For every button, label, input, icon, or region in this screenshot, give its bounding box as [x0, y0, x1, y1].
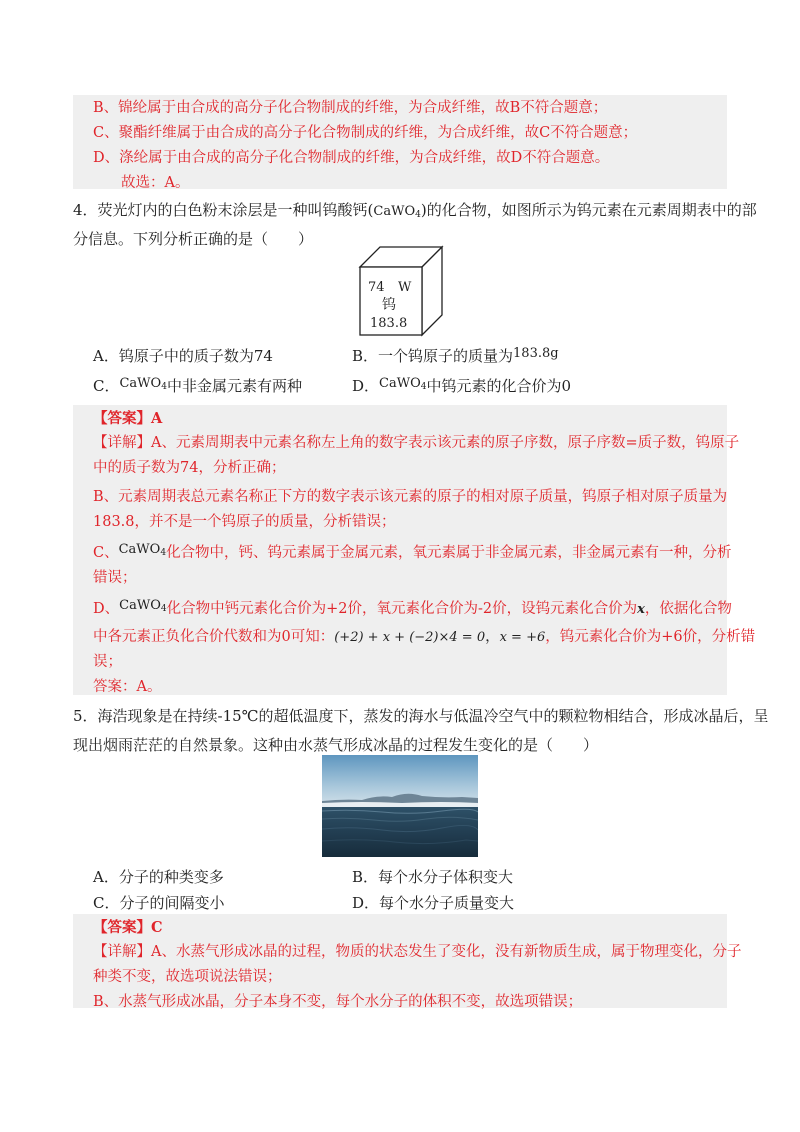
q4-detail-line-7: D、CaWO$_4$化合物中钙元素化合价为+2价，氧元素化合价为-2价，设钨元素化合价为x，依据化合物: [93, 598, 732, 617]
q4-detail-line-4: 183.8，并不是一个钨原子的质量，分析错误；: [93, 514, 396, 530]
tungsten-element-cube-figure: [358, 245, 444, 337]
valence-equation: (+2) + x + (−2)×4 = 0: [334, 630, 486, 645]
q3-answer-box: [73, 95, 727, 189]
q4-detail-line-5: C、CaWO$_4$化合物中，钙、钨元素属于金属元素，氧元素属于非金属元素，非金属元素有一种，分析: [93, 542, 732, 561]
q4-detail-line-9: 误；: [93, 654, 122, 670]
q4-stem-line-1: 4．荧光灯内的白色粉末涂层是一种叫钨酸钙(CaWO$_4$)的化合物，如图所示为钨元素在元素周期表中的部: [73, 201, 757, 220]
q3-answer-line-d: D、涤纶属于由合成的高分子化合物制成的纤维，为合成纤维，故D不符合题意。: [93, 150, 610, 166]
q5-answer-label: 【答案】C: [93, 919, 163, 936]
q4-option-c[interactable]: C．CaWO$_4$中非金属元素有两种: [93, 376, 302, 395]
q3-answer-line-c: C、聚酯纤维属于由合成的高分子化合物制成的纤维，为合成纤维，故C不符合题意；: [93, 125, 638, 141]
q3-answer-line-b: B、锦纶属于由合成的高分子化合物制成的纤维，为合成纤维，故B不符合题意；: [93, 100, 608, 116]
cawo4-formula: CaWO$_4$: [373, 204, 421, 220]
element-name: 钨: [382, 297, 396, 313]
q5-option-d[interactable]: D．每个水分子质量变大: [352, 894, 515, 912]
q5-option-c[interactable]: C．分子的间隔变小: [93, 894, 225, 912]
q4-detail-line-3: B、元素周期表总元素名称正下方的数字表示该元素的原子的相对原子质量，钨原子相对原子质量为: [93, 489, 728, 505]
q5-answer-box: [73, 914, 742, 1010]
element-atomic-mass: 183.8: [370, 316, 408, 331]
q5-detail-line-3: B、水蒸气形成冰晶，分子本身不变，每个水分子的体积不变，故选项错误；: [93, 994, 583, 1010]
q4-detail-conclusion: 答案：A。: [93, 679, 162, 695]
q4-option-b[interactable]: B．一个钨原子的质量为183.8g: [352, 346, 559, 365]
q5-option-b[interactable]: B．每个水分子体积变大: [352, 868, 514, 886]
q5-detail-line-2: 种类不变，故选项说法错误；: [93, 969, 282, 985]
element-symbol: W: [398, 280, 412, 295]
q4-detail-line-8: 中各元素正负化合价代数和为0可知：(+2) + x + (−2)×4 = 0，x = +6，钨元素化合价为+6价，分析错: [93, 629, 756, 645]
q5-detail-line-1: 【详解】A、水蒸气形成冰晶的过程，物质的状态发生了变化，没有新物质生成，属于物理变化，分子: [93, 944, 742, 960]
q4-option-d[interactable]: D．CaWO$_4$中钨元素的化合价为0: [352, 376, 572, 395]
q4-option-a[interactable]: A．钨原子中的质子数为74: [93, 347, 273, 365]
q5-option-a[interactable]: A．分子的种类变多: [93, 868, 224, 886]
q4-detail-line-2: 中的质子数为74，分析正确；: [93, 460, 286, 476]
q4-detail-line-6: 错误；: [93, 570, 137, 586]
q4-answer-label: 【答案】A: [93, 410, 163, 427]
q3-answer-conclusion: 故选：A。: [121, 175, 190, 191]
q4-answer-box: [73, 405, 756, 695]
sea-smoke-photo: [322, 755, 478, 857]
q5-stem-line-2: 现出烟雨茫茫的自然景象。这种由水蒸气形成冰晶的过程发生变化的是（ ）: [73, 736, 599, 754]
q5-stem-line-1: 5．海浩现象是在持续-15℃的超低温度下，蒸发的海水与低温冷空气中的颗粒物相结合，形成冰晶后，呈: [73, 707, 769, 725]
q5-stem: [73, 702, 769, 760]
q4-stem-line-2: 分信息。下列分析正确的是（ ）: [73, 230, 314, 248]
element-atomic-number: 74: [368, 280, 385, 295]
valence-solution: x = +6: [499, 630, 546, 645]
q4-detail-line-1: 【详解】A、元素周期表中元素名称左上角的数字表示该元素的原子序数，原子序数=质子数，钨原子: [93, 435, 740, 451]
